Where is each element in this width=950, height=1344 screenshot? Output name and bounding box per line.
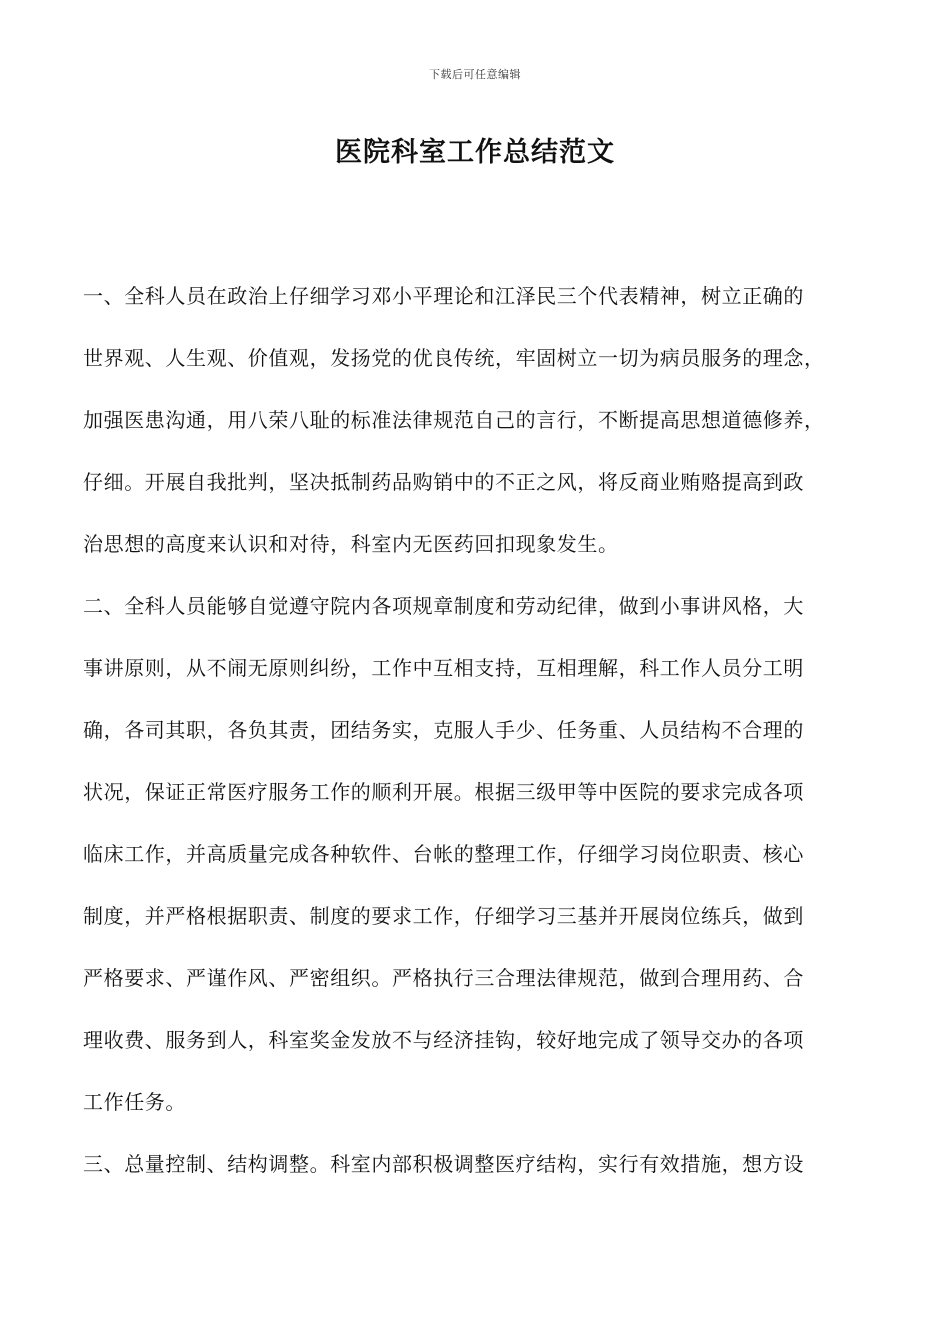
document-title: 医院科室工作总结范文 — [335, 137, 615, 168]
body-line: 一、全科人员在政治上仔细学习邓小平理论和江泽民三个代表精神，树立正确的 — [83, 284, 804, 308]
body-line: 三、总量控制、结构调整。科室内部积极调整医疗结构，实行有效措施，想方设 — [83, 1152, 804, 1176]
body-line: 确，各司其职，各负其责，团结务实，克服人手少、任务重、人员结构不合理的 — [83, 718, 804, 742]
body-line: 加强医患沟通，用八荣八耻的标准法律规范自己的言行，不断提高思想道德修养， — [83, 408, 825, 432]
body-line: 二、全科人员能够自觉遵守院内各项规章制度和劳动纪律，做到小事讲风格，大 — [83, 594, 804, 618]
body-line: 事讲原则，从不闹无原则纠纷，工作中互相支持，互相理解，科工作人员分工明 — [83, 656, 804, 680]
body-line: 工作任务。 — [83, 1090, 186, 1114]
document-body — [83, 274, 873, 1204]
header-note: 下载后可任意编辑 — [429, 68, 521, 81]
body-line: 治思想的高度来认识和对待，科室内无医药回扣现象发生。 — [83, 532, 619, 556]
body-line: 理收费、服务到人，科室奖金发放不与经济挂钩，较好地完成了领导交办的各项 — [83, 1028, 804, 1052]
body-line: 制度，并严格根据职责、制度的要求工作，仔细学习三基并开展岗位练兵，做到 — [83, 904, 804, 928]
body-line: 仔细。开展自我批判，坚决抵制药品购销中的不正之风，将反商业贿赂提高到政 — [83, 470, 804, 494]
body-line: 临床工作，并高质量完成各种软件、台帐的整理工作，仔细学习岗位职责、核心 — [83, 842, 804, 866]
body-line: 世界观、人生观、价值观，发扬党的优良传统，牢固树立一切为病员服务的理念， — [83, 346, 825, 370]
body-line: 严格要求、严谨作风、严密组织。严格执行三合理法律规范，做到合理用药、合 — [83, 966, 804, 990]
body-line: 状况，保证正常医疗服务工作的顺利开展。根据三级甲等中医院的要求完成各项 — [83, 780, 804, 804]
